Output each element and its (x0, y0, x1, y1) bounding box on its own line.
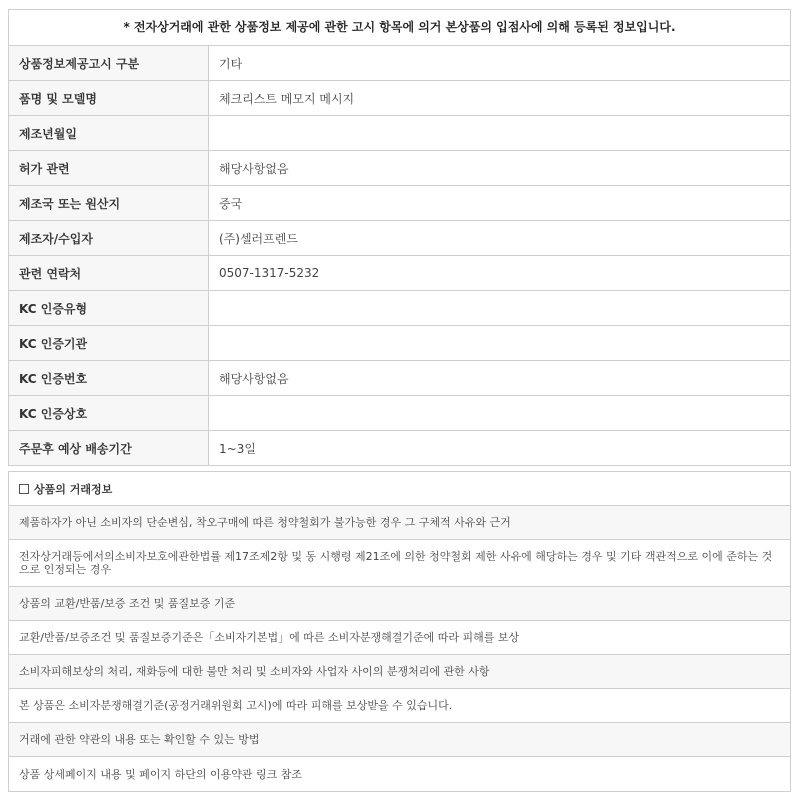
info-label: KC 인증번호 (9, 361, 209, 395)
info-value: 1~3일 (219, 441, 256, 456)
info-row (9, 361, 790, 396)
trade-answer: 교환/반품/보증조건 및 품질보증기준은「소비자기본법」에 따른 소비자분쟁해결기준에 따라 피해를 보상 (9, 621, 790, 655)
square-icon (19, 484, 29, 494)
info-label: KC 인증상호 (9, 396, 209, 430)
info-label: 제조자/수입자 (9, 221, 209, 255)
info-label: 상품정보제공고시 구분 (9, 46, 209, 80)
info-label: 제조년월일 (9, 116, 209, 150)
info-value (209, 396, 790, 430)
trade-question: 소비자피해보상의 처리, 재화등에 대한 불만 처리 및 소비자와 사업자 사이의 분쟁처리에 관한 사항 (9, 655, 790, 689)
info-value (209, 326, 790, 360)
info-row (9, 326, 790, 361)
info-value: 중국 (219, 196, 243, 211)
info-value: (주)셀러프렌드 (219, 231, 298, 246)
info-label: 제조국 또는 원산지 (9, 186, 209, 220)
trade-question: 제품하자가 아닌 소비자의 단순변심, 착오구매에 따른 청약철회가 불가능한 경우 그 구체적 사유와 근거 (9, 506, 790, 540)
info-label: KC 인증기관 (9, 326, 209, 360)
info-row (9, 46, 790, 81)
trade-info-table (8, 471, 791, 792)
info-rows (9, 46, 790, 465)
notice-header: * 전자상거래에 관한 상품정보 제공에 관한 고시 항목에 의거 본상품의 입점사에 의해 등록된 정보입니다. (9, 10, 790, 46)
info-row (9, 116, 790, 151)
info-value: 0507-1317-5232 (219, 266, 320, 280)
info-label: 허가 관련 (9, 151, 209, 185)
info-label: KC 인증유형 (9, 291, 209, 325)
info-value (209, 116, 790, 150)
trade-question: 상품의 교환/반품/보증 조건 및 품질보증 기준 (9, 587, 790, 621)
trade-info-title (9, 472, 790, 506)
info-row (9, 291, 790, 326)
info-row (9, 431, 790, 465)
info-label: 주문후 예상 배송기간 (9, 431, 209, 465)
info-row (9, 186, 790, 221)
info-value: 체크리스트 메모지 메시지 (219, 91, 355, 106)
info-label: 관련 연락처 (9, 256, 209, 290)
info-row (9, 396, 790, 431)
trade-answer: 본 상품은 소비자분쟁해결기준(공정거래위원회 고시)에 따라 피해를 보상받을 수 있습니다. (9, 689, 790, 723)
info-value (209, 291, 790, 325)
product-info-table (8, 9, 791, 466)
info-value: 기타 (219, 56, 243, 71)
trade-answer: 상품 상세페이지 내용 및 페이지 하단의 이용약관 링크 참조 (19, 767, 302, 781)
info-row (9, 151, 790, 186)
info-value: 해당사항없음 (219, 371, 289, 386)
info-value: 해당사항없음 (219, 161, 289, 176)
trade-question: 거래에 관한 약관의 내용 또는 확인할 수 있는 방법 (9, 723, 790, 757)
info-row (9, 81, 790, 116)
trade-answer: 전자상거래등에서의소비자보호에관한법률 제17조제2항 및 동 시행령 제21조에 의한 청약철회 제한 사유에 해당하는 경우 및 기타 객관적으로 이에 준하는 것으로 인정되는 경우 (9, 540, 790, 587)
trade-rows (9, 506, 790, 791)
info-label: 품명 및 모델명 (9, 81, 209, 115)
trade-info-title-text: 상품의 거래정보 (34, 482, 113, 496)
info-row (9, 256, 790, 291)
info-row (9, 221, 790, 256)
